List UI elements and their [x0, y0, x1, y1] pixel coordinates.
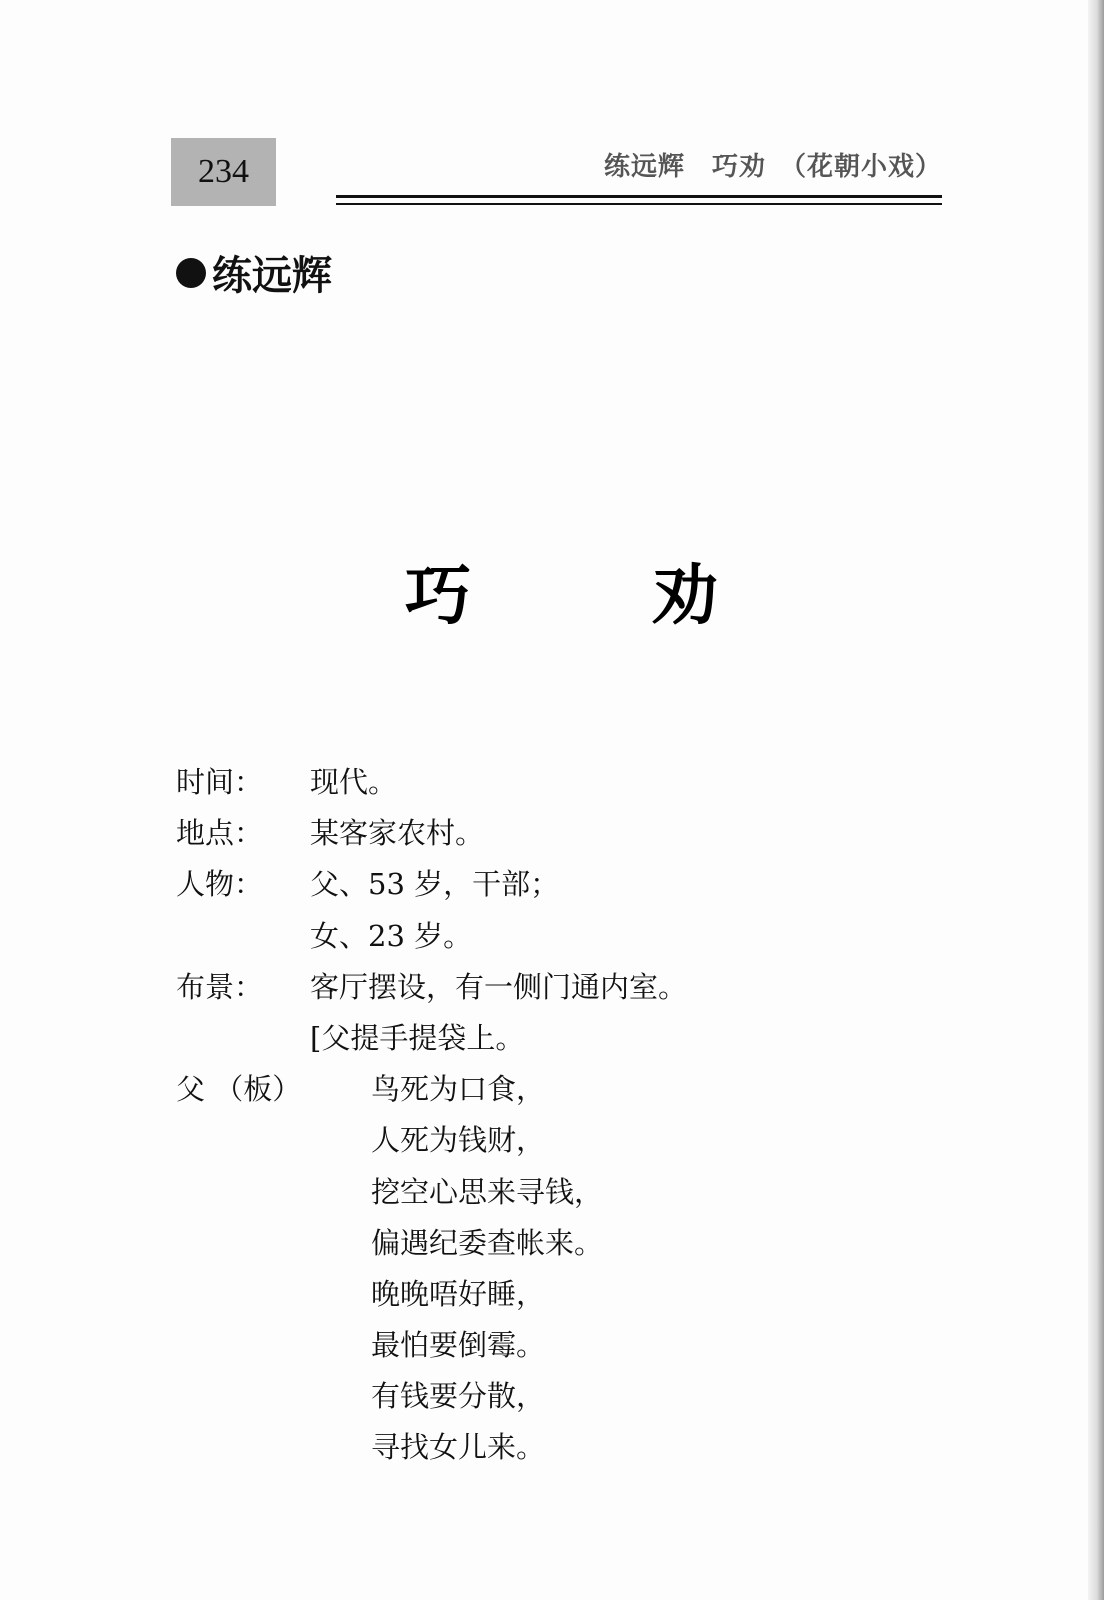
- place-row: [176, 808, 936, 859]
- characters-line-2: 女、23 岁。: [310, 918, 473, 953]
- author-line: [176, 244, 332, 301]
- bullet-icon: [176, 258, 206, 288]
- song-line: [176, 1218, 936, 1269]
- page-number: 234: [198, 153, 249, 190]
- characters-row-2: [176, 911, 936, 962]
- song-lyric: 偏遇纪委查帐来。: [371, 1225, 604, 1260]
- song-line: [176, 1064, 936, 1115]
- place-label: 地点：: [176, 816, 264, 851]
- song-lyric: 寻找女儿来。: [371, 1430, 546, 1465]
- song-line: [176, 1115, 936, 1166]
- play-title: [0, 556, 1104, 636]
- characters-label: 人物：: [176, 867, 264, 902]
- scene-row: [176, 962, 936, 1013]
- page-number-box: [171, 138, 276, 206]
- stage-direction: [父提手提袋上。: [310, 1020, 525, 1055]
- scene-value: 客厅摆设，有一侧门通内室。: [310, 969, 688, 1004]
- song-line: [176, 1422, 936, 1473]
- play-title-char-1: 巧: [405, 557, 471, 634]
- scan-edge: [1088, 0, 1104, 1600]
- time-value: 现代。: [310, 765, 398, 799]
- song-line: [176, 1269, 936, 1320]
- header-rule: [336, 195, 942, 207]
- song-lyric: 挖空心思来寻钱，: [371, 1174, 604, 1209]
- time-row: [176, 757, 936, 808]
- header-rule-thin: [336, 203, 942, 205]
- song-lyric: 人死为钱财，: [371, 1123, 546, 1158]
- song-lyric: 最怕要倒霉。: [371, 1328, 546, 1363]
- place-value: 某客家农村。: [310, 816, 485, 851]
- characters-line-1: 父、53 岁，干部；: [310, 867, 560, 902]
- play-front-matter: [176, 757, 936, 1474]
- song-line: [176, 1320, 936, 1371]
- scene-label: 布景：: [176, 969, 264, 1004]
- header-rule-thick: [336, 195, 942, 198]
- stage-direction-row: [176, 1013, 936, 1064]
- characters-row: [176, 859, 936, 910]
- song-line: [176, 1371, 936, 1422]
- song-line: [176, 1167, 936, 1218]
- song-speaker: 父 （板）: [176, 1072, 302, 1107]
- song-lyric: 晚晚唔好睡，: [371, 1276, 546, 1311]
- author-name: 练远辉: [212, 253, 332, 299]
- time-label: 时间：: [176, 765, 264, 799]
- song-lyric: 有钱要分散，: [371, 1379, 546, 1414]
- play-title-char-2: 劝: [652, 557, 718, 634]
- running-header: 练远辉 巧劝 （花朝小戏）: [603, 152, 942, 182]
- song-lyric: 鸟死为口食，: [371, 1072, 546, 1107]
